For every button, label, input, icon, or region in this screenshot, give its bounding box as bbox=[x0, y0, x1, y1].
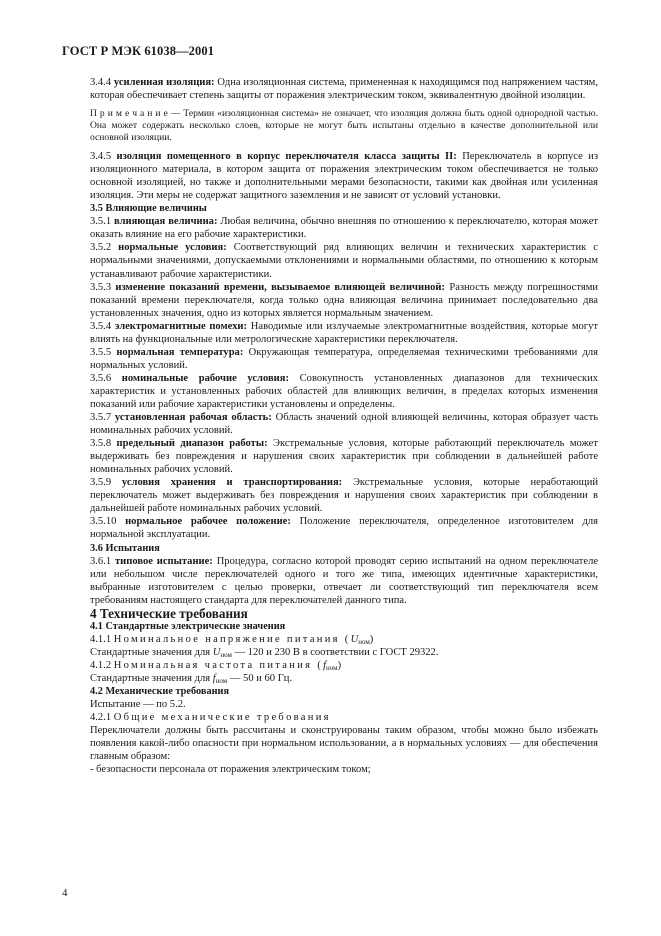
clause-3-5-7 bbox=[90, 411, 598, 437]
clause-4-2-1-text: Переключатели должны быть рассчитаны и сконструированы таким образом, чтобы можно было избежать появления какой-либо опасности при нормальном использовании, а в нормальных условиях — для обеспечения главным образом: bbox=[90, 725, 598, 763]
clause-title: Номинальное напряжение питания ( bbox=[113, 633, 351, 645]
clause-3-5-4 bbox=[90, 320, 598, 346]
clause-text: Соответствующий ряд влияющих величин и технических характеристик с нормальными значениями, допускаемыми отклонениями и нормальными областями, по отношению к которым устанавливают рабочие характеристики. bbox=[90, 242, 598, 280]
clause-text: Экстремальные условия, которые работающий переключатель может выдерживать без повреждения и нарушения своих характеристик при соблюдении в дальнейшей работе номинальных рабочих условий. bbox=[90, 438, 598, 476]
clause-text: Область значений одной влияющей величины, которая образует часть номинальных рабочих условий. bbox=[90, 412, 599, 437]
paren: ) bbox=[369, 633, 374, 645]
clause-3-6-1 bbox=[90, 555, 598, 607]
document-body bbox=[90, 76, 598, 776]
clause-title: Общие механические требования bbox=[113, 712, 331, 724]
clause-text: Наводимые или излучаемые электромагнитные воздействия, которые могут влиять на функциональные или метрологические характеристики переключателя. bbox=[90, 320, 598, 345]
clause-text: Положение переключателя, определенное изготовителем для нормальной эксплуатации. bbox=[90, 516, 598, 541]
clause-text: Процедура, согласно которой проводят серию испытаний на одном переключателе или небольшом числе переключателей одного и того же типа, имеющих идентичные характеристики, выбранные изготовителем с целью проверки, отвечает ли соответствующий тип переключателя всем требованиям настоящего стандарта для переключателей данного типа. bbox=[90, 555, 599, 606]
clause-term: предельный диапазон работы: bbox=[116, 438, 268, 450]
clause-term: нормальные условия: bbox=[118, 242, 227, 254]
clause-term: изменение показаний времени, вызываемое влияющей величиной: bbox=[115, 281, 446, 293]
clause-title: Номинальная частота питания ( bbox=[113, 659, 324, 671]
symbol: U bbox=[350, 633, 359, 645]
section-4-title: 4 Технические требования bbox=[90, 605, 248, 621]
clause-text: Стандартные значения для bbox=[90, 646, 213, 658]
clause-number: 3.5.5 bbox=[90, 346, 112, 358]
subsection-3-6-title: 3.6 Испытания bbox=[90, 542, 160, 554]
clause-4-1-1 bbox=[90, 633, 598, 646]
clause-4-1-2-text bbox=[90, 672, 598, 685]
clause-4-1-1-text bbox=[90, 646, 598, 659]
clause-3-4-4 bbox=[90, 76, 598, 102]
symbol: f bbox=[212, 672, 216, 684]
clause-text: Любая величина, обычно внешняя по отношению к переключателю, которая может оказать влияние на его рабочие характеристики. bbox=[90, 216, 598, 241]
clause-text: Одна изоляционная система, примененная к находящимся под напряжением частям, которая обеспечивает степень защиты от поражения электрическим током, эквивалентную двойной изоляции. bbox=[90, 77, 598, 102]
bullet-item: - безопасности персонала от поражения электрическим током; bbox=[90, 764, 371, 776]
note-label: П р и м е ч а н и е bbox=[90, 108, 168, 120]
clause-text: Окружающая температура, определяемая техническими требованиями для нормальных условий. bbox=[90, 346, 599, 371]
subsection-4-2-title: 4.2 Механические требования bbox=[90, 686, 230, 698]
clause-3-5-8 bbox=[90, 437, 598, 476]
subscript: ном bbox=[215, 676, 228, 685]
clause-text: Разность между погрешностями показаний времени переключателя, когда только одна влияющая величина принимает последовательно два установленных значения, одно из которых является нормальным значением. bbox=[90, 281, 599, 319]
clause-3-5-10 bbox=[90, 515, 598, 541]
symbol: f bbox=[323, 659, 327, 671]
subscript: ном bbox=[220, 650, 232, 659]
clause-term: нормальная температура: bbox=[116, 346, 244, 358]
clause-number: 3.5.2 bbox=[90, 242, 112, 254]
clause-number: 3.5.3 bbox=[90, 281, 112, 293]
clause-3-5-2 bbox=[90, 241, 598, 280]
clause-term: усиленная изоляция: bbox=[113, 77, 215, 88]
clause-3-4-5 bbox=[90, 150, 598, 202]
clause-number: 3.5.10 bbox=[90, 516, 117, 528]
clause-number: 3.5.4 bbox=[90, 320, 112, 332]
clause-3-5-3 bbox=[90, 281, 598, 320]
page-header: ГОСТ Р МЭК 61038—2001 bbox=[62, 44, 215, 58]
clause-3-5-6 bbox=[90, 372, 598, 411]
clause-number: 4.2.1 bbox=[90, 712, 112, 724]
subsection-4-2-text: Испытание — по 5.2. bbox=[90, 699, 186, 711]
subsection-4-1-title: 4.1 Стандартные электрические значения bbox=[90, 620, 286, 632]
clause-text: Совокупность установленных диапазонов для технических характеристик и установленных рабочих областей для влияющих величин, в пределах которых изменения показаний или рабочие характеристики установлены и определены. bbox=[90, 372, 598, 410]
clause-term: электромагнитные помехи: bbox=[114, 320, 248, 332]
clause-number: 4.1.1 bbox=[90, 633, 112, 645]
clause-text: — 50 и 60 Гц. bbox=[227, 672, 293, 684]
clause-term: нормальное рабочее положение: bbox=[125, 516, 291, 528]
clause-number: 4.1.2 bbox=[90, 659, 112, 671]
clause-term: типовое испытание: bbox=[114, 555, 213, 567]
clause-4-1-2 bbox=[90, 659, 598, 672]
clause-number: 3.5.1 bbox=[90, 216, 112, 228]
clause-text: Экстремальные условия, которые неработающий переключатель может выдерживать без повреждения и нарушения своих характеристик при соблюдении в дальнейшей работе номинальных рабочих условий. bbox=[90, 477, 598, 515]
clause-number: 3.4.4 bbox=[90, 77, 112, 88]
clause-text: — 120 и 230 В в соответствии с ГОСТ 29322. bbox=[231, 646, 439, 658]
clause-number: 3.6.1 bbox=[90, 555, 112, 567]
clause-term: номинальные рабочие условия: bbox=[121, 372, 289, 384]
note bbox=[90, 108, 598, 144]
clause-text: Переключатель в корпусе из изоляционного материала, в котором защита от поражения электрическим током обеспечивается не только основной изоляцией, но также и дополнительными мерами безопасности, такими как двойная или усиленная изоляция. Эти меры не содержат защитного заземления и не зависят от условий установки. bbox=[90, 151, 598, 202]
subscript: ном bbox=[326, 663, 338, 672]
clause-number: 3.5.7 bbox=[90, 412, 112, 424]
clause-3-5-5 bbox=[90, 346, 598, 372]
page-number: 4 bbox=[62, 887, 68, 899]
symbol: U bbox=[212, 646, 221, 658]
clause-text: Стандартные значения для bbox=[90, 672, 213, 684]
clause-number: 3.5.8 bbox=[90, 438, 112, 450]
note-text: — Термин «изоляционная система» не означает, что изоляция должна быть одной однородной частью. Она может содержать несколько слоев, которые не могут быть испытаны отдельно в качестве дополнительной или основной изоляции. bbox=[90, 108, 598, 144]
clause-term: установленная рабочая область: bbox=[114, 412, 272, 424]
paren: ) bbox=[337, 659, 342, 671]
clause-number: 3.5.6 bbox=[90, 372, 112, 384]
clause-term: влияющая величина: bbox=[114, 216, 218, 228]
subsection-3-5-title: 3.5 Влияющие величины bbox=[90, 203, 207, 215]
clause-term: изоляция помещенного в корпус переключателя класса защиты II: bbox=[116, 151, 457, 163]
clause-number: 3.5.9 bbox=[90, 477, 112, 489]
clause-term: условия хранения и транспортирования: bbox=[121, 477, 343, 489]
clause-3-5-1 bbox=[90, 215, 598, 241]
subscript: ном bbox=[358, 637, 370, 646]
clause-4-2-1 bbox=[90, 711, 598, 724]
clause-3-5-9 bbox=[90, 476, 598, 515]
clause-number: 3.4.5 bbox=[90, 151, 112, 163]
